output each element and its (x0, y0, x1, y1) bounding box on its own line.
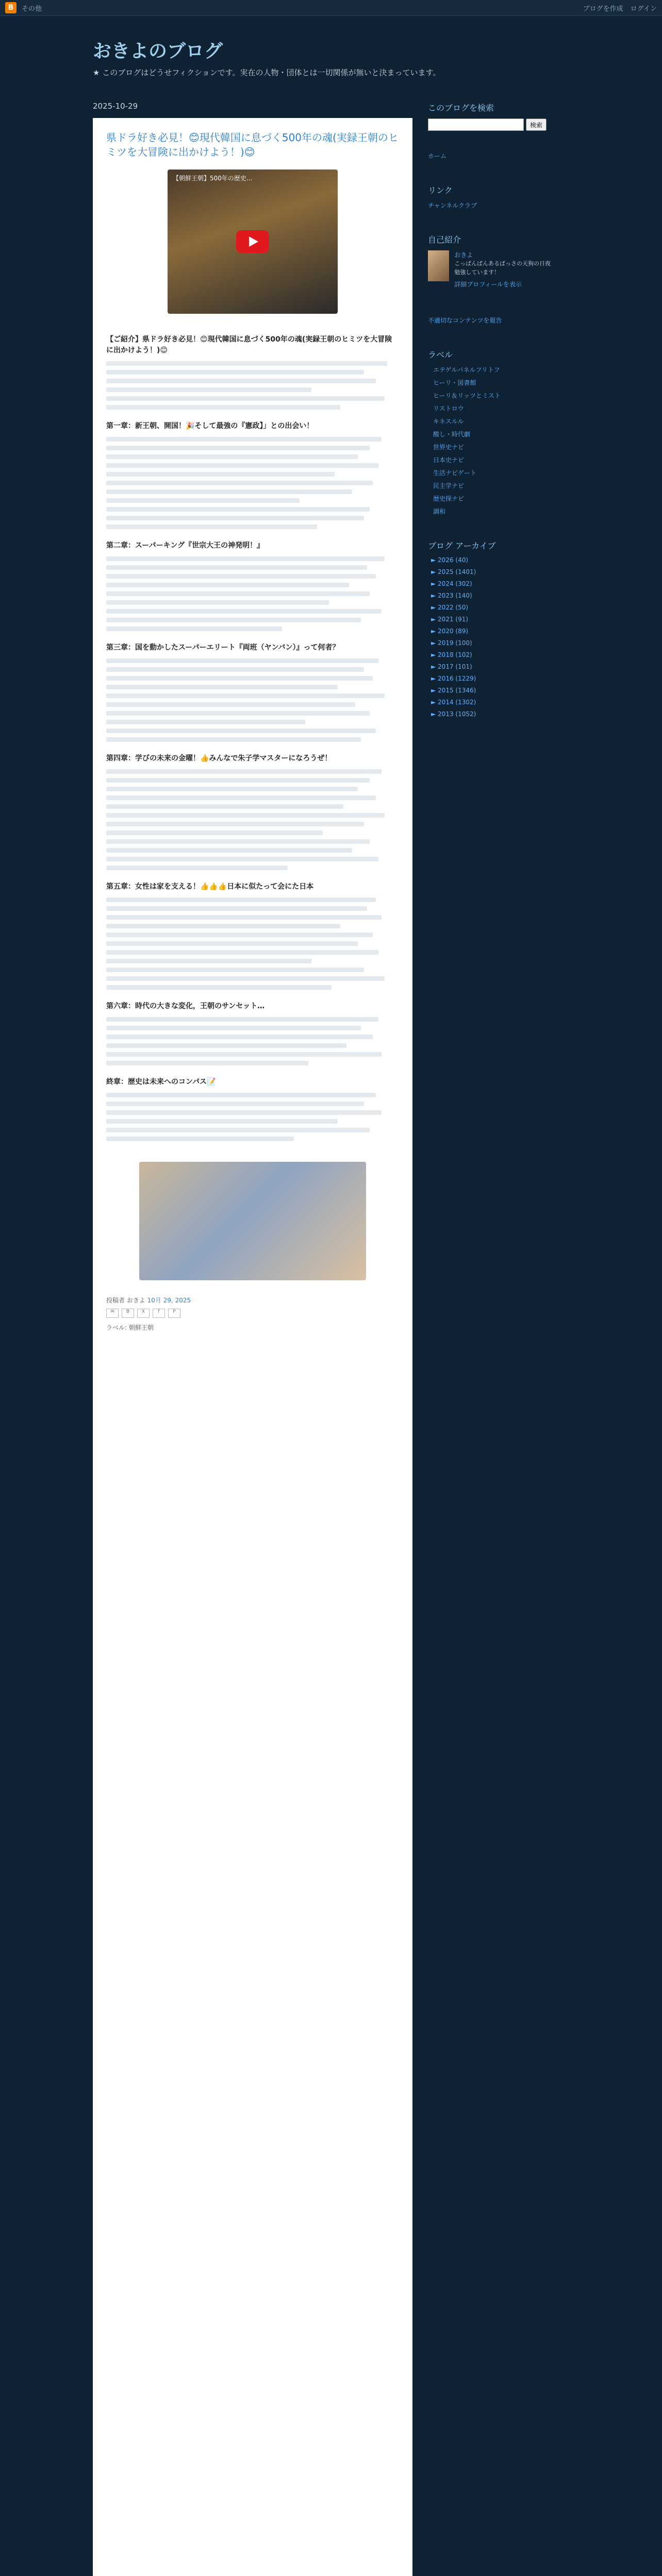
label-item[interactable]: ヒーリ＆リッツとミスト (433, 392, 501, 399)
text-line (106, 472, 335, 477)
section-heading: 第五章：女性は家を支える！👍👍👍日本に似たって会にた日本 (106, 883, 314, 891)
label-item[interactable]: リストロウ (433, 405, 464, 412)
archive-year[interactable]: ► 2014 (1302) (431, 699, 476, 706)
post-labels[interactable]: ラベル: 朝鮮王朝 (106, 1324, 154, 1331)
play-icon[interactable] (236, 230, 269, 253)
post-author: 投稿者 おきよ (106, 1297, 145, 1304)
archive-title: ブログ アーカイブ (428, 541, 496, 551)
archive-year[interactable]: ► 2018 (102) (431, 651, 472, 658)
label-item[interactable]: 歴史探ナビ (433, 495, 465, 502)
section-heading: 第六章：時代の大きな変化，王朝のサンセット… (106, 1002, 265, 1010)
text-line (106, 857, 378, 861)
post-timestamp-link[interactable]: 10月 29, 2025 (147, 1297, 191, 1304)
text-line (106, 1017, 378, 1022)
text-line (106, 1093, 376, 1097)
text-line (106, 463, 378, 468)
label-item[interactable]: 世界史ナビ (433, 444, 465, 451)
text-line (106, 379, 376, 383)
text-line (106, 396, 385, 401)
text-line (106, 574, 376, 579)
x-share-icon[interactable]: X (137, 1309, 150, 1318)
blog-description: ★ このブログはどうせフィクションです。実在の人物・団体とは一切関係が無いと決まっています。 (93, 68, 441, 77)
archive-year[interactable]: ► 2017 (101) (431, 663, 472, 670)
text-line (106, 693, 385, 698)
text-line (106, 711, 370, 716)
share-buttons (106, 1309, 399, 1318)
text-line (106, 941, 358, 946)
blogger-logo-icon[interactable]: B (5, 2, 16, 13)
video-embed[interactable] (168, 170, 338, 314)
text-line (106, 405, 340, 410)
archive-year[interactable]: ► 2023 (140) (431, 592, 472, 599)
text-line (106, 361, 387, 366)
blog-header (0, 16, 662, 78)
text-line (106, 591, 370, 596)
text-line (106, 702, 355, 707)
text-line (106, 1119, 338, 1124)
label-item[interactable]: 調和 (433, 508, 446, 515)
label-item[interactable]: ヒーリ・図書館 (433, 379, 476, 386)
section-heading: 第四章：学びの未来の金曜！👍みんなで朱子学マスターになろうぜ！ (106, 754, 332, 762)
facebook-share-icon[interactable]: f (153, 1309, 165, 1318)
text-line (106, 565, 367, 570)
text-line (106, 839, 370, 844)
text-line (106, 1035, 373, 1039)
text-line (106, 813, 385, 818)
text-line (106, 516, 364, 520)
home-link[interactable]: ホーム (428, 152, 447, 160)
post-date: 2025-10-29 (93, 101, 138, 111)
profile-link[interactable]: 詳細プロフィールを表示 (454, 281, 522, 288)
text-line (106, 897, 376, 902)
text-line (106, 769, 382, 774)
text-line (106, 915, 382, 920)
archive-year[interactable]: ► 2024 (302) (431, 580, 472, 587)
archive-year[interactable]: ► 2021 (91) (431, 616, 469, 623)
label-item[interactable]: 酸し・時代劇 (433, 431, 471, 438)
link-item[interactable]: チャンネルクラブ (428, 202, 477, 209)
main-column (93, 101, 412, 2576)
search-title: このブログを検索 (428, 103, 494, 113)
links-title: リンク (428, 185, 453, 195)
text-line (106, 507, 370, 512)
text-line (106, 1061, 308, 1065)
text-line (106, 1128, 370, 1132)
avatar[interactable] (428, 250, 449, 281)
archive-year[interactable]: ► 2020 (89) (431, 628, 469, 635)
pinterest-share-icon[interactable]: P (168, 1309, 180, 1318)
profile-title: 自己紹介 (428, 235, 461, 245)
text-line (106, 924, 340, 928)
text-line (106, 685, 338, 689)
blogger-navbar (0, 0, 662, 16)
blog-title[interactable]: おきよのブログ (93, 40, 223, 62)
section-heading: 第一章：新王朝、開国！🎉そして最強の『憲政】」との出会い！ (106, 422, 314, 430)
text-line (106, 446, 370, 450)
label-item[interactable]: 日本史ナビ (433, 456, 465, 464)
text-line (106, 1052, 382, 1057)
text-line (106, 676, 373, 681)
text-line (106, 720, 305, 724)
label-item[interactable]: 生活ナビゲート (433, 469, 477, 477)
profile-description: こっぱんばんあるぱっさの天狗の日夜勉強しています！ (454, 260, 551, 276)
archive-year[interactable]: ► 2013 (1052) (431, 710, 476, 718)
archive-year[interactable]: ► 2016 (1229) (431, 675, 476, 682)
text-line (106, 906, 367, 911)
text-line (106, 728, 376, 733)
blog-this-icon[interactable]: B (122, 1309, 134, 1318)
section-heading: 第二章：スーパーキング『世宗大王の神発明！』 (106, 541, 264, 550)
text-line (106, 1043, 346, 1048)
text-line (106, 626, 282, 631)
text-line (106, 933, 373, 937)
email-share-icon[interactable]: ✉ (106, 1309, 119, 1318)
text-line (106, 524, 317, 529)
text-line (106, 370, 364, 375)
post-illustration (139, 1162, 366, 1280)
text-line (106, 959, 311, 963)
text-line (106, 968, 364, 972)
text-line (106, 387, 311, 392)
text-line (106, 489, 352, 494)
text-line (106, 583, 349, 587)
text-line (106, 737, 361, 742)
label-item[interactable]: 民主学ナビ (433, 482, 465, 489)
text-line (106, 778, 370, 783)
post-body (93, 118, 412, 2576)
text-line (106, 822, 364, 826)
text-line (106, 658, 378, 663)
text-line (106, 618, 361, 622)
text-line (106, 831, 323, 835)
create-blog-link[interactable]: ブログを作成 (583, 5, 623, 13)
archive-widget (428, 539, 552, 718)
search-widget (428, 101, 552, 160)
text-line (106, 1110, 382, 1115)
text-line (106, 556, 385, 561)
search-button[interactable]: 検索 (526, 118, 547, 131)
text-line (106, 1026, 361, 1030)
text-line (106, 600, 329, 605)
search-input[interactable] (428, 118, 524, 131)
text-line (106, 985, 332, 990)
text-line (106, 866, 288, 870)
archive-year[interactable]: ► 2019 (100) (431, 639, 472, 647)
profile-name[interactable]: おきよ (454, 251, 473, 259)
text-line (106, 976, 385, 981)
text-line (106, 1137, 294, 1141)
labels-widget (428, 348, 552, 516)
report-widget (428, 316, 552, 325)
labels-title: ラベル (428, 350, 453, 360)
text-line (106, 454, 358, 459)
text-line (106, 437, 382, 442)
archive-year[interactable]: ► 2025 (1401) (431, 568, 476, 575)
navbar-more-link[interactable]: その他 (22, 5, 42, 13)
label-item[interactable]: エテゲルパネルフリトフ (433, 366, 500, 374)
label-item[interactable]: キネスルル (433, 418, 464, 425)
text-line (106, 848, 352, 853)
text-line (106, 804, 343, 809)
text-line (106, 1101, 364, 1106)
text-line (106, 667, 364, 672)
archive-year[interactable]: ► 2026 (40) (431, 556, 469, 564)
archive-year[interactable]: ► 2015 (1346) (431, 687, 476, 694)
profile-widget (428, 233, 552, 292)
text-line (106, 498, 300, 503)
text-line (106, 950, 378, 955)
text-line (106, 787, 358, 791)
section-heading: 第三章：国を動かしたスーパーエリート『両班（ヤンバン）』って何者？ (106, 643, 340, 652)
section-heading: 終章：歴史は未来へのコンパス📝 (106, 1078, 216, 1086)
sidebar (428, 101, 552, 2576)
post-title[interactable]: 県ドラ好き必見！😊現代韓国に息づく500年の魂(実録王朝のヒミツを大冒険に出かけよう！)😊 (106, 131, 399, 158)
text-line (106, 795, 376, 800)
links-widget (428, 184, 552, 210)
video-title: 【朝鮮王朝】500年の歴史... (173, 175, 253, 182)
archive-year[interactable]: ► 2022 (50) (431, 604, 469, 611)
report-link[interactable]: 不適切なコンテンツを報告 (428, 317, 502, 324)
login-link[interactable]: ログイン (630, 5, 657, 13)
post-meta (106, 1296, 399, 1304)
text-line (106, 481, 373, 485)
intro-heading: 【ご紹介】県ドラ好き必見！😊現代韓国に息づく500年の魂(実録王朝のヒミツを大冒険に出かけよう！)😊 (106, 335, 392, 354)
text-line (106, 609, 382, 614)
